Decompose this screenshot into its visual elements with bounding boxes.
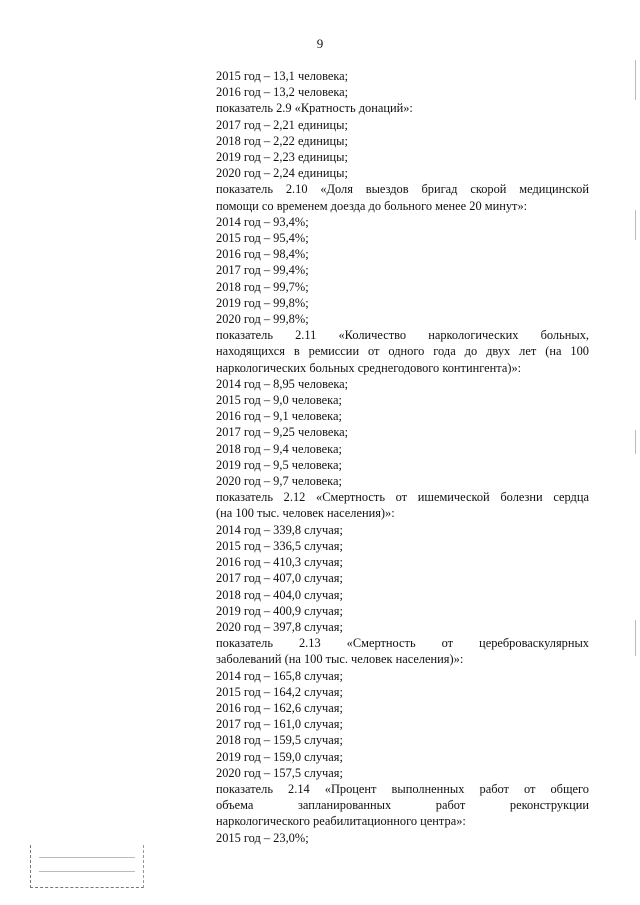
- indicator-heading: показатель 2.14 «Процент выполненных работ от общего: [216, 781, 589, 796]
- text-line: 2015 год – 164,2 случая;: [216, 684, 343, 699]
- text-line: 2017 год – 9,25 человека;: [216, 425, 349, 440]
- indicator-heading: наркологических больных среднегодового контингента)»:: [216, 360, 522, 375]
- text-line: 2014 год – 339,8 случая;: [216, 522, 343, 537]
- text-line: 2019 год – 9,5 человека;: [216, 457, 342, 472]
- text-line: 2019 год – 99,8%;: [216, 295, 309, 310]
- indicator-heading: заболеваний (на 100 тыс. человек населения)»:: [216, 652, 464, 667]
- indicator-heading: показатель 2.11 «Количество наркологических больных,: [216, 328, 589, 343]
- text-line: 2014 год – 165,8 случая;: [216, 668, 343, 683]
- text-line: 2016 год – 98,4%;: [216, 247, 309, 262]
- text-line: 2018 год – 99,7%;: [216, 279, 309, 294]
- indicator-heading: объема запланированных работ реконструкции: [216, 798, 589, 813]
- text-line: 2019 год – 2,23 единицы;: [216, 150, 348, 165]
- text-line: 2015 год – 13,1 человека;: [216, 69, 349, 83]
- text-line: 2018 год – 159,5 случая;: [216, 733, 343, 748]
- text-line: 2015 год – 9,0 человека;: [216, 393, 342, 408]
- text-line: 2015 год – 23,0%;: [216, 830, 309, 845]
- text-line: 2020 год – 397,8 случая;: [216, 619, 343, 634]
- text-line: 2019 год – 159,0 случая;: [216, 749, 343, 764]
- indicator-heading: (на 100 тыс. человек населения)»:: [216, 506, 395, 521]
- stamp-outline: [30, 845, 144, 888]
- text-line: 2018 год – 2,22 единицы;: [216, 133, 348, 148]
- text-line: 2017 год – 2,21 единицы;: [216, 117, 348, 132]
- document-body: [216, 68, 589, 846]
- text-line: 2016 год – 13,2 человека;: [216, 85, 349, 100]
- text-line: 2014 год – 93,4%;: [216, 214, 309, 229]
- indicator-heading: помощи со временем доезда до больного менее 20 минут»:: [216, 198, 528, 213]
- indicator-heading: показатель 2.12 «Смертность от ишемической болезни сердца: [216, 490, 589, 505]
- text-line: 2019 год – 400,9 случая;: [216, 603, 343, 618]
- text-line: 2020 год – 9,7 человека;: [216, 474, 342, 489]
- indicator-heading: показатель 2.13 «Смертность от цереброваскулярных: [216, 636, 589, 651]
- text-line: 2017 год – 407,0 случая;: [216, 571, 343, 586]
- page-number: 9: [316, 36, 324, 51]
- text-line: 2018 год – 404,0 случая;: [216, 587, 343, 602]
- text-line: 2015 год – 95,4%;: [216, 231, 309, 246]
- text-line: 2014 год – 8,95 человека;: [216, 376, 349, 391]
- text-line: 2015 год – 336,5 случая;: [216, 538, 343, 553]
- text-line: 2016 год – 410,3 случая;: [216, 555, 343, 570]
- text-line: 2020 год – 99,8%;: [216, 312, 309, 327]
- text-line: 2017 год – 161,0 случая;: [216, 717, 343, 732]
- text-line: 2016 год – 9,1 человека;: [216, 409, 342, 424]
- text-line: 2018 год – 9,4 человека;: [216, 441, 342, 456]
- text-line: 2020 год – 2,24 единицы;: [216, 166, 348, 181]
- indicator-heading: показатель 2.10 «Доля выездов бригад скорой медицинской: [216, 182, 589, 197]
- indicator-heading: наркологического реабилитационного центра»:: [216, 814, 466, 829]
- indicator-heading: находящихся в ремиссии от одного года до двух лет (на 100: [216, 344, 589, 359]
- text-line: 2020 год – 157,5 случая;: [216, 765, 343, 780]
- text-line: 2017 год – 99,4%;: [216, 263, 309, 278]
- text-line: 2016 год – 162,6 случая;: [216, 700, 343, 715]
- indicator-heading: показатель 2.9 «Кратность донаций»:: [216, 101, 413, 116]
- scan-edge-marks: [630, 0, 636, 905]
